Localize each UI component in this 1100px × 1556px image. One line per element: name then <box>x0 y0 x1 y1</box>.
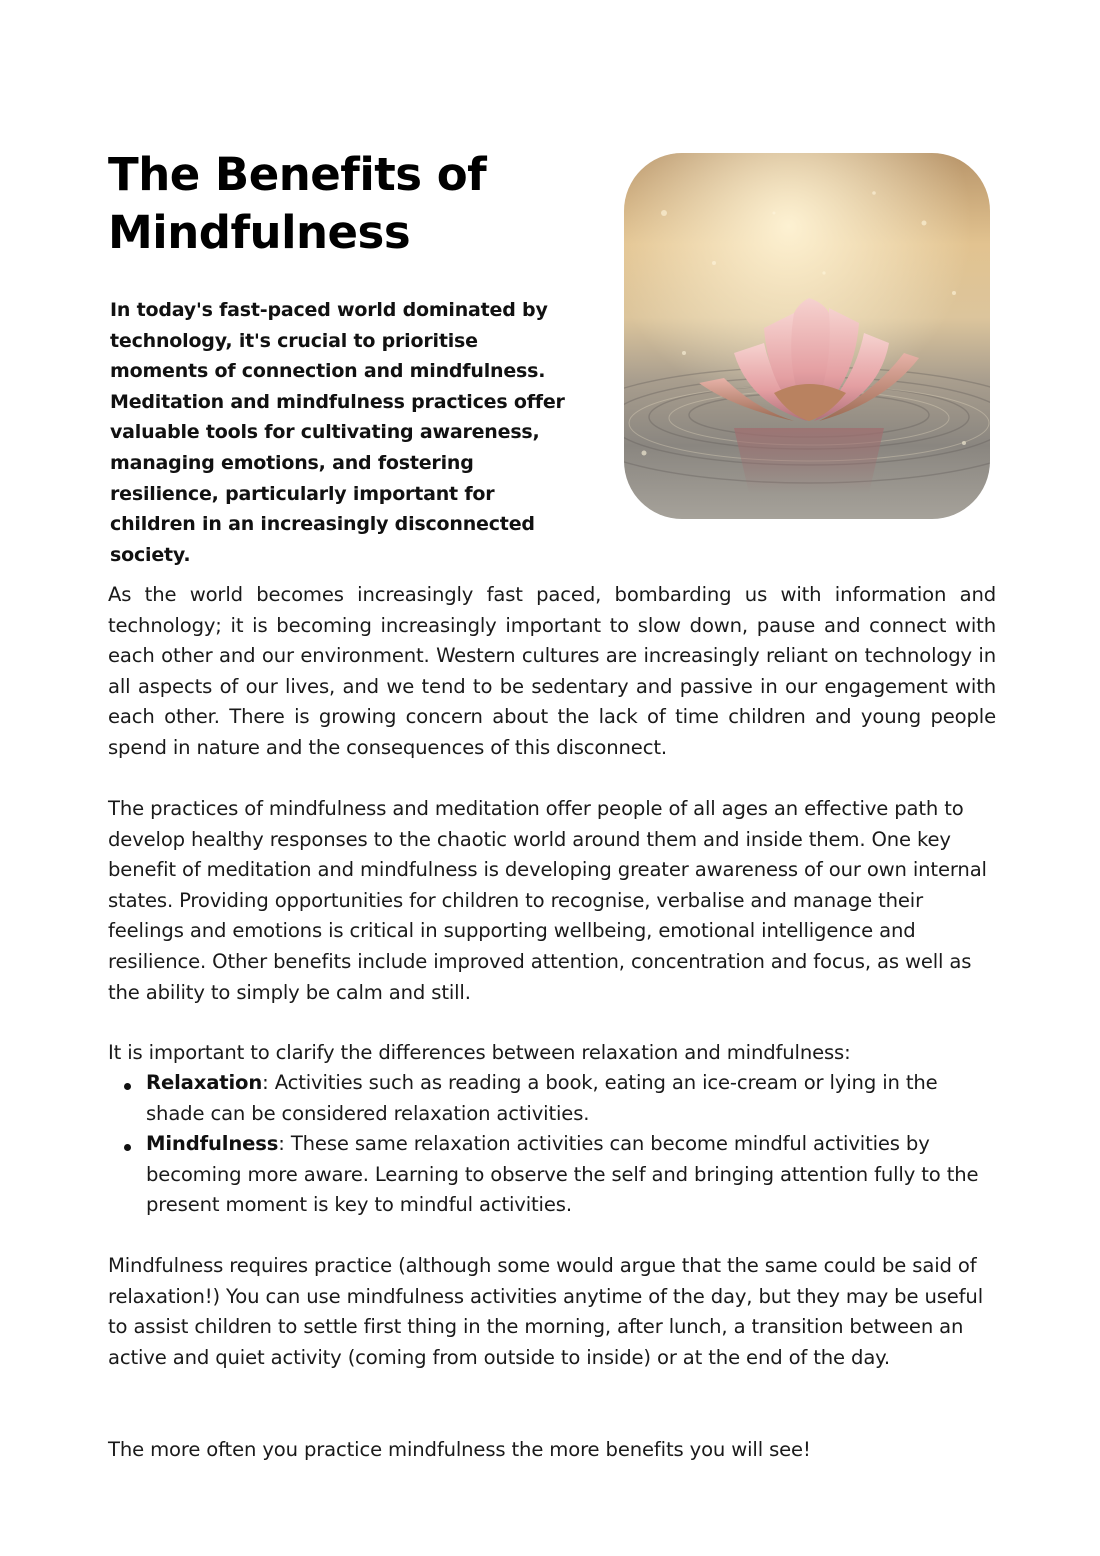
list-item-text: : Activities such as reading a book, eating an ice-cream or lying in the shade can be considered relaxation activities. <box>146 1071 938 1125</box>
page-title: The Benefits of Mindfulness <box>108 148 487 259</box>
lotus-flower-on-water-image <box>624 153 990 519</box>
list-item-text: : These same relaxation activities can become mindful activities by becoming more aware. Learning to observe the self and bringing attention fully to the present moment is key to mindful activities. <box>146 1132 979 1217</box>
body-paragraph: The practices of mindfulness and meditation offer people of all ages an effective path to develop healthy responses to the chaotic world around them and inside them. One key benefit of meditation and mindfulness is developing greater awareness of our own internal states. Providing opportunities for children to recognise, verbalise and manage their feelings and emotions is critical in supporting wellbeing, emotional intelligence and resilience. Other benefits include improved attention, concentration and focus, as well as the ability to simply be calm and still. <box>108 797 987 1004</box>
list-item-term: Mindfulness <box>146 1132 279 1156</box>
list-item <box>108 1068 996 1129</box>
list-item <box>108 1129 996 1221</box>
bullet-icon <box>124 1144 131 1151</box>
body-paragraph: Mindfulness requires practice (although some would argue that the same could be said of relaxation!) You can use mindfulness activities anytime of the day, but they may be useful to assist children to settle first thing in the morning, after lunch, a transition between an active and quiet activity (coming from outside to inside) or at the end of the day. <box>108 1254 983 1369</box>
bullet-icon <box>124 1083 131 1090</box>
list-item-term: Relaxation <box>146 1071 263 1094</box>
closing-paragraph: The more often you practice mindfulness the more benefits you will see! <box>108 1438 811 1461</box>
intro-paragraph: In today's fast-paced world dominated by technology, it's crucial to prioritise moments of connection and mindfulness. Meditation and mindfulness practices offer valuable tools for cultivating awareness, managing emotions, and fostering resilience, particularly important for children in an increasingly disconnected society. <box>110 299 565 566</box>
comparison-list <box>108 1068 996 1221</box>
body-paragraph: As the world becomes increasingly fast paced, bombarding us with information and technology; it is becoming increasingly important to slow down, pause and connect with each other and our environment. Western cultures are increasingly reliant on technology in all aspects of our lives, and we tend to be sedentary and passive in our engagement with each other. There is growing concern about the lack of time children and young people spend in nature and the consequences of this disconnect. <box>108 583 996 759</box>
list-intro-paragraph: It is important to clarify the differences between relaxation and mindfulness: <box>108 1041 851 1064</box>
